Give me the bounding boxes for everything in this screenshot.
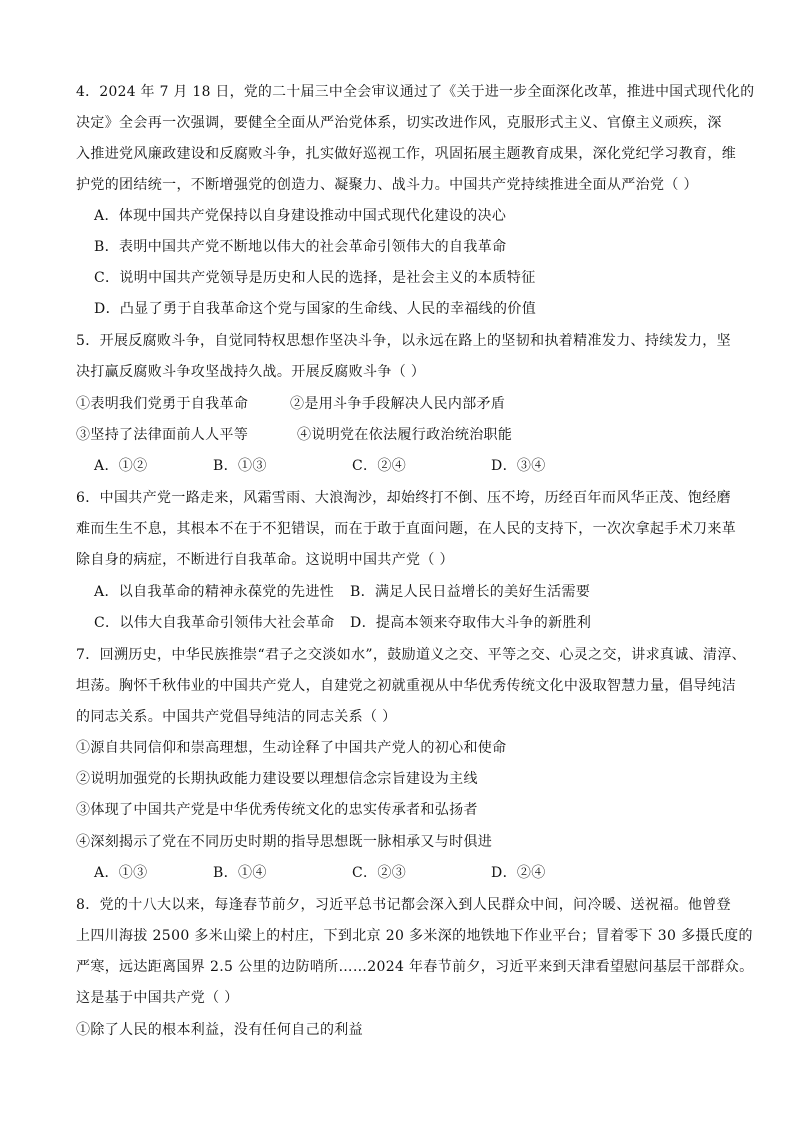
q4-stem-line-3: 入推进党风廉政建设和反腐败斗争，扎实做好巡视工作，巩固拓展主题教育成果，深化党纪学习教育，维: [76, 146, 737, 162]
q7-stem-line-3: 的同志关系。中国共产党倡导纯洁的同志关系（ ）: [76, 709, 397, 725]
q5-options: [94, 458, 594, 474]
q4-option-c: C．说明中国共产党领导是历史和人民的选择，是社会主义的本质特征: [94, 270, 536, 286]
q7-option-b: B．①④: [213, 865, 267, 881]
q5-statement-row-2: [76, 427, 513, 443]
q7-stem-line-2: 坦荡。胸怀千秋伟业的中国共产党人，自建党之初就重视从中华优秀传统文化中汲取智慧力量，倡导纯洁: [76, 678, 737, 694]
q5-statement-row-1: [76, 396, 506, 412]
q8-stem-line-3: 严寒，远达距离国界 2.5 公里的边防哨所……2024 年春节前夕，习近平来到天津看望慰问基层干部群众。: [76, 959, 754, 975]
q8-statement-1: ①除了人民的根本利益，没有任何自己的利益: [76, 1022, 363, 1038]
q7-options: [94, 865, 594, 881]
q5-statement-3: ③坚持了法律面前人人平等: [76, 427, 249, 443]
q7-option-a: A．①③: [94, 865, 148, 881]
q7-option-c: C．②③: [352, 865, 407, 881]
q5-option-c: C．②④: [352, 458, 407, 474]
q5-stem-line-2: 决打赢反腐败斗争攻坚战持久战。开展反腐败斗争（ ）: [76, 364, 426, 380]
q6-stem-line-2: 难而生生不息，其根本不在于不犯错误，而在于敢于直面问题，在人民的支持下，一次次拿起手术刀来革: [76, 521, 737, 537]
q8-stem-line-4: 这是基于中国共产党（ ）: [76, 990, 239, 1006]
q5-option-b: B．①③: [213, 458, 267, 474]
q6-option-c: C．以伟大自我革命引领伟大社会革命: [94, 615, 335, 631]
q5-option-d: D．③④: [491, 458, 546, 474]
q4-option-d: D．凸显了勇于自我革命这个党与国家的生命线、人民的幸福线的价值: [94, 301, 537, 317]
q4-option-b: B．表明中国共产党不断地以伟大的社会革命引领伟大的自我革命: [94, 239, 507, 255]
q7-statement-2: ②说明加强党的长期执政能力建设要以理想信念宗旨建设为主线: [76, 771, 478, 787]
q6-option-row-1: [94, 584, 591, 600]
q7-statement-1: ①源自共同信仰和崇高理想，生动诠释了中国共产党人的初心和使命: [76, 740, 507, 756]
q7-statement-3: ③体现了中国共产党是中华优秀传统文化的忠实传承者和弘扬者: [76, 802, 478, 818]
q5-statement-1: ①表明我们党勇于自我革命: [76, 396, 249, 412]
q5-option-a: A．①②: [94, 458, 148, 474]
q7-option-d: D．②④: [491, 865, 546, 881]
q4-option-a: A．体现中国共产党保持以自身建设推动中国式现代化建设的决心: [94, 208, 507, 224]
q4-stem-line-1: 4．2024 年 7 月 18 日，党的二十届三中全会审议通过了《关于进一步全面深化改革，推进中国式现代化的: [76, 84, 755, 100]
q6-stem-line-1: 6．中国共产党一路走来，风霜雪雨、大浪淘沙，却始终打不倒、压不垮，历经百年而风华正茂、饱经磨: [76, 490, 732, 506]
q7-stem-line-1: 7．回溯历史，中华民族推崇“君子之交淡如水”，鼓励道义之交、平等之交、心灵之交，讲求真诚、清淳、: [76, 647, 747, 663]
q6-stem-line-3: 除自身的病症，不断进行自我革命。这说明中国共产党（ ）: [76, 552, 454, 568]
q5-statement-2: ②是用斗争手段解决人民内部矛盾: [290, 396, 506, 412]
q7-statement-4: ④深刻揭示了党在不同历史时期的指导思想既一脉相承又与时俱进: [76, 834, 493, 850]
q6-option-a: A．以自我革命的精神永葆党的先进性: [94, 584, 335, 600]
q4-stem-line-2: 决定》全会再一次强调，要健全全面从严治党体系，切实改进作风，克服形式主义、官僚主义顽疾，深: [76, 115, 722, 131]
q6-option-d: D．提高本领来夺取伟大斗争的新胜利: [350, 615, 592, 631]
q5-stem-line-1: 5．开展反腐败斗争，自觉同特权思想作坚决斗争，以永远在路上的坚韧和执着精准发力、持续发力，坚: [76, 333, 732, 349]
q6-option-row-2: [94, 615, 592, 631]
q8-stem-line-1: 8．党的十八大以来，每逢春节前夕，习近平总书记都会深入到人民群众中间，问冷暖、送祝福。他曾登: [76, 897, 732, 913]
q8-stem-line-2: 上四川海拔 2500 多米山梁上的村庄，下到北京 20 多米深的地铁地下作业平台；冒着零下 30 多摄氏度的: [76, 928, 753, 944]
q4-stem-line-4: 护党的团结统一，不断增强党的创造力、凝聚力、战斗力。中国共产党持续推进全面从严治党（ ）: [76, 177, 698, 193]
q5-statement-4: ④说明党在依法履行政治统治职能: [297, 427, 513, 443]
q6-option-b: B．满足人民日益增长的美好生活需要: [350, 584, 591, 600]
